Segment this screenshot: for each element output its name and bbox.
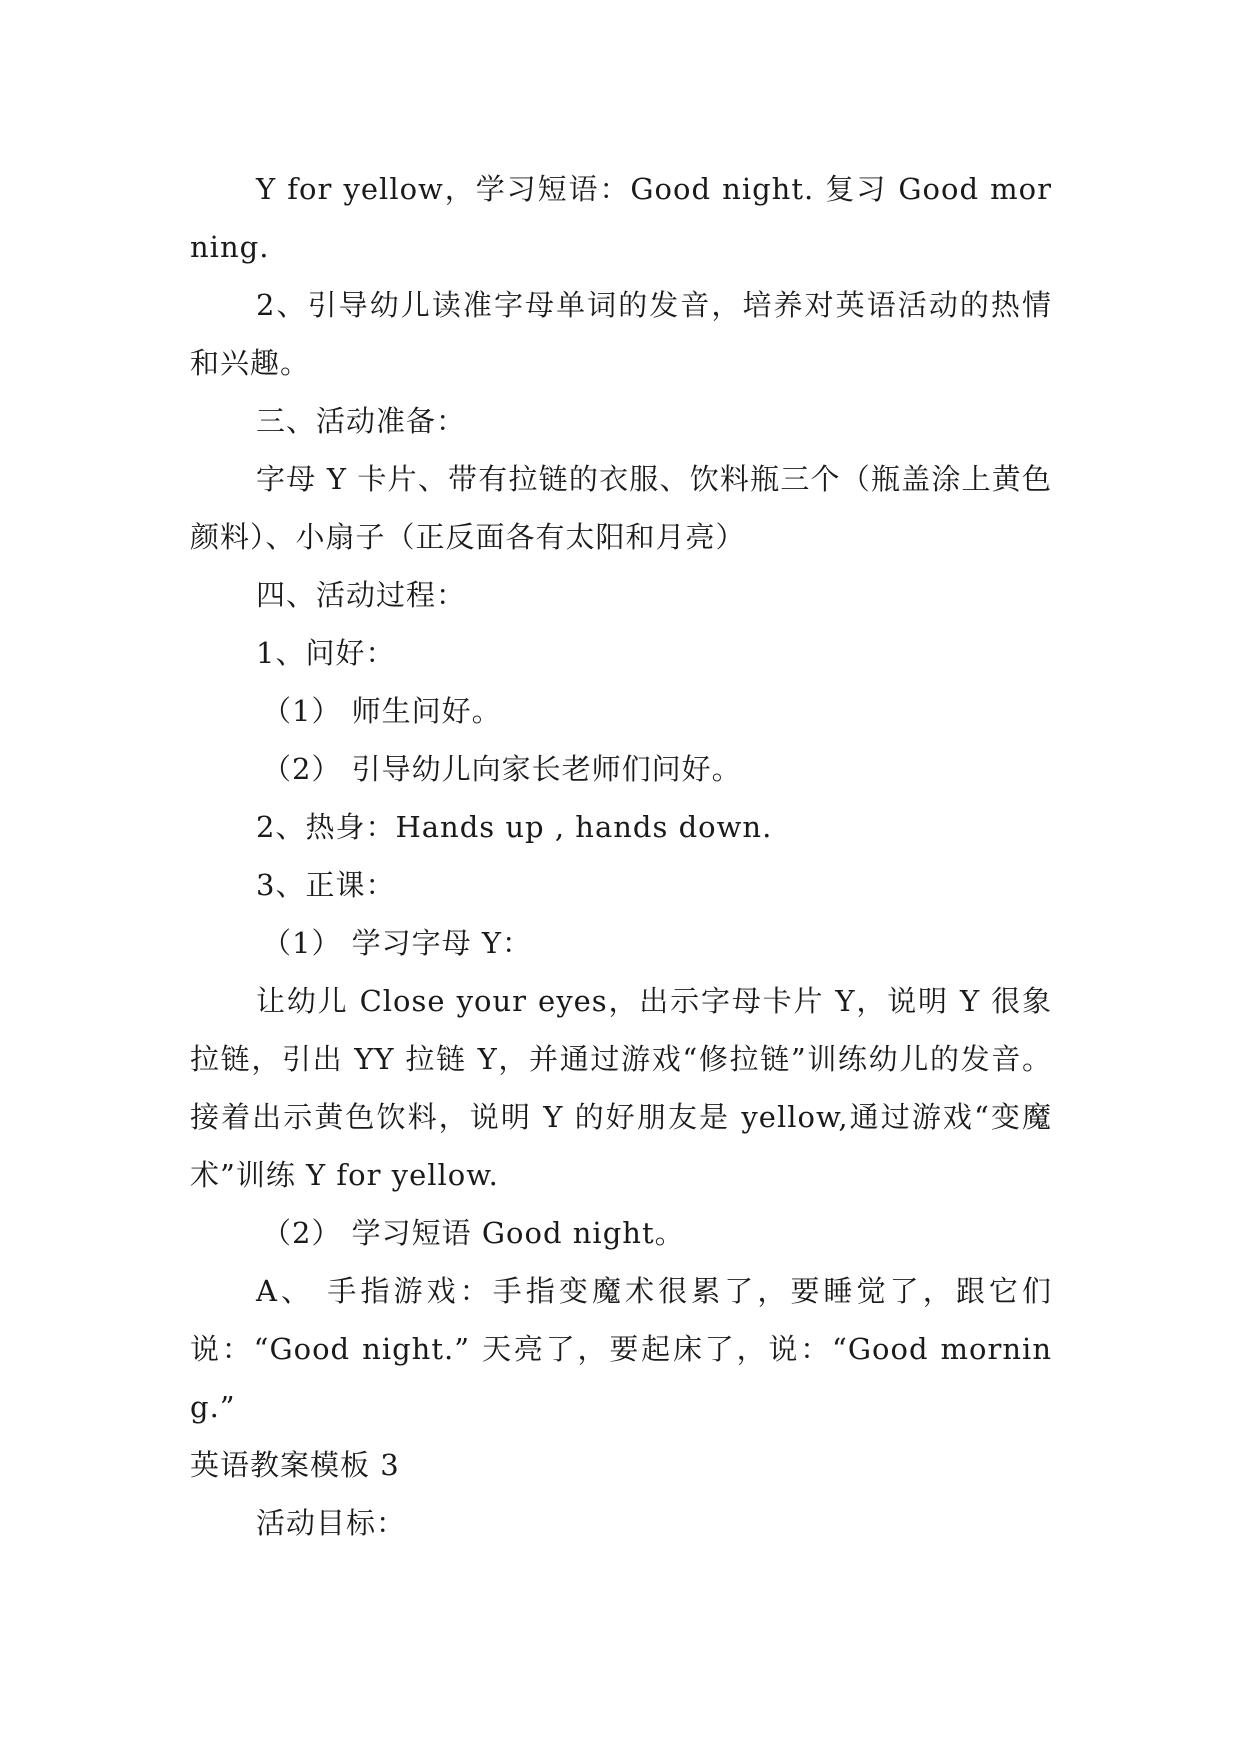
list-item: （1） 师生问好。 (262, 694, 502, 728)
section-heading: 活动目标： (256, 1506, 407, 1540)
list-item: （2） 引导幼儿向家长老师们问好。 (262, 752, 742, 786)
paragraph: 让幼儿 Close your eyes，出示字母卡片 Y，说明 Y 很象拉链，引出 YY 拉链 Y，并通过游戏“修拉链”训练幼儿的发音。接着出示黄色饮料，说明 Y 的好朋友是 yellow,通过游戏“变魔术”训练 Y for yellow. (190, 984, 1052, 1192)
paragraph: 2、引导幼儿读准字母单词的发音，培养对英语活动的热情和兴趣。 (190, 288, 1052, 380)
document-title: 英语教案模板 3 (190, 1448, 400, 1482)
list-item: 1、问好： (256, 636, 396, 670)
list-item: （2） 学习短语 Good night。 (262, 1216, 685, 1250)
section-heading: 三、活动准备： (256, 404, 467, 438)
paragraph: A、 手指游戏：手指变魔术很累了，要睡觉了，跟它们说：“Good night.” 天亮了，要起床了，说：“Good morning.” (190, 1274, 1052, 1424)
paragraph: 字母 Y 卡片、带有拉链的衣服、饮料瓶三个（瓶盖涂上黄色颜料）、小扇子（正反面各有太阳和月亮） (190, 462, 1052, 554)
section-heading: 四、活动过程： (256, 578, 467, 612)
list-item: 2、热身：Hands up , hands down. (256, 810, 773, 844)
list-item: 3、正课： (256, 868, 396, 902)
paragraph: Y for yellow，学习短语：Good night. 复习 Good morning. (190, 172, 1052, 264)
list-item: （1） 学习字母 Y： (262, 926, 533, 960)
document-body (190, 160, 1052, 1552)
